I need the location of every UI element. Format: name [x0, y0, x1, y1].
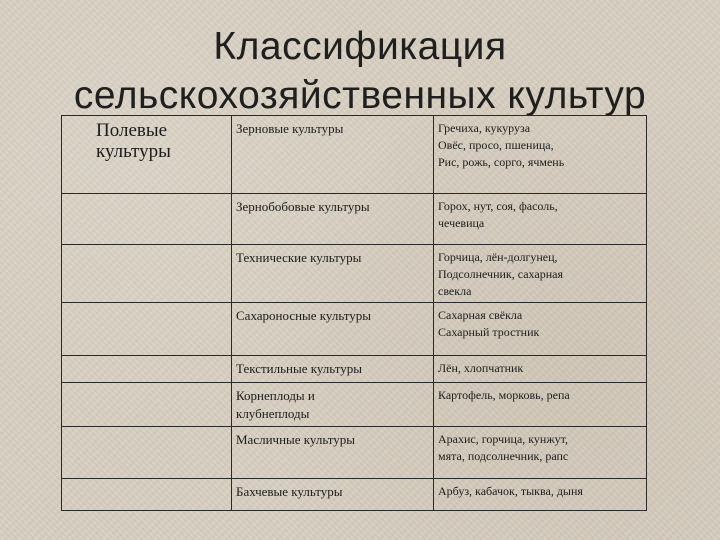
- example-line: Овёс, просо, пшеница,: [438, 138, 554, 152]
- example-line: Рис, рожь, сорго, ячмень: [438, 155, 565, 169]
- examples-cell: [434, 303, 647, 356]
- group-label-line: культуры: [96, 141, 171, 162]
- example-line: Горчица, лён-долгунец,: [438, 250, 558, 264]
- examples-cell: [434, 116, 647, 194]
- table-row: [62, 303, 647, 356]
- empty-cell: [62, 303, 232, 356]
- crop-classification-table: [61, 115, 647, 511]
- example-line: Горох, нут, соя, фасоль,: [438, 199, 558, 213]
- empty-cell: [62, 245, 232, 303]
- examples-cell: [434, 356, 647, 383]
- table-row: [62, 383, 647, 427]
- empty-cell: [62, 383, 232, 427]
- examples-cell: [434, 194, 647, 245]
- category-cell: Текстильные культуры: [232, 356, 434, 383]
- table-row: [62, 116, 647, 194]
- example-line: Лён, хлопчатник: [438, 361, 524, 375]
- category-cell: Зерновые культуры: [232, 116, 434, 194]
- example-line: Гречиха, кукуруза: [438, 121, 531, 135]
- category-cell: [232, 383, 434, 427]
- example-line: Сахарная свёкла: [438, 308, 523, 322]
- table-row: [62, 427, 647, 479]
- category-cell: Сахароносные культуры: [232, 303, 434, 356]
- slide-title-line-1: Классификация: [213, 25, 507, 68]
- category-cell: Технические культуры: [232, 245, 434, 303]
- example-line: Картофель, морковь, репа: [438, 388, 570, 402]
- table-row: [62, 194, 647, 245]
- slide-title-line-2: сельскохозяйственных культур: [73, 74, 647, 117]
- category-line: клубнеплоды: [236, 406, 310, 421]
- empty-cell: [62, 356, 232, 383]
- example-line: чечевица: [438, 216, 485, 230]
- table-row: [62, 479, 647, 511]
- group-cell: [62, 116, 232, 194]
- examples-cell: [434, 245, 647, 303]
- table-row: [62, 245, 647, 303]
- empty-cell: [62, 427, 232, 479]
- examples-cell: [434, 479, 647, 511]
- empty-cell: [62, 194, 232, 245]
- example-line: свекла: [438, 284, 472, 298]
- examples-cell: [434, 383, 647, 427]
- category-cell: Бахчевые культуры: [232, 479, 434, 511]
- example-line: Арбуз, кабачок, тыква, дыня: [438, 484, 583, 498]
- category-cell: Зернобобовые культуры: [232, 194, 434, 245]
- category-cell: Масличные культуры: [232, 427, 434, 479]
- category-line: Корнеплоды и: [236, 388, 315, 403]
- example-line: Подсолнечник, сахарная: [438, 267, 563, 281]
- example-line: Сахарный тростник: [438, 325, 540, 339]
- table-row: [62, 356, 647, 383]
- empty-cell: [62, 479, 232, 511]
- slide-title: [0, 22, 720, 120]
- example-line: мята, подсолнечник, рапс: [438, 449, 569, 463]
- group-label-line: Полевые: [96, 120, 168, 141]
- examples-cell: [434, 427, 647, 479]
- example-line: Арахис, горчица, кунжут,: [438, 432, 568, 446]
